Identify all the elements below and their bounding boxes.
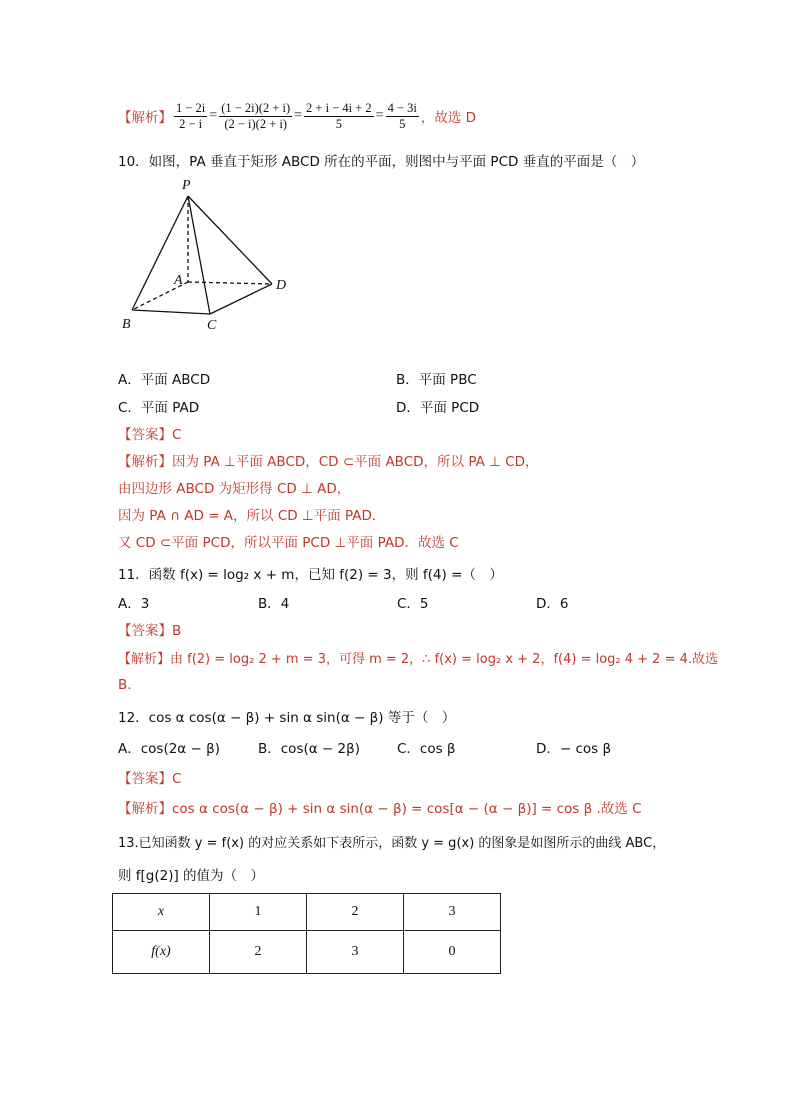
table-cell: 3: [404, 894, 501, 931]
q12-option-d: D．− cos β: [536, 741, 612, 757]
fraction: [219, 101, 292, 132]
numerator: 2 + i − 4i + 2: [306, 100, 372, 115]
edge-cd: [210, 284, 272, 314]
q10-option-a: A．平面 ABCD: [118, 372, 211, 388]
numerator: 1 − 2i: [176, 100, 206, 115]
table-row: [113, 894, 501, 931]
table-cell: x: [113, 894, 210, 931]
edge-pd: [188, 196, 272, 284]
q10-stem: 10．如图，PA 垂直于矩形 ABCD 所在的平面，则图中与平面 PCD 垂直的平面是（ ）: [118, 154, 645, 170]
table-cell: 3: [307, 931, 404, 974]
q9-conclusion: ，故选 D: [420, 110, 477, 126]
q12-option-c: C．cos β: [397, 741, 456, 757]
q13-stem: 则 f[g(2)] 的值为（ ）: [118, 868, 265, 884]
q11-option-a: A．3: [118, 596, 150, 612]
denominator: 2 − i: [179, 116, 203, 131]
denominator: 5: [335, 116, 342, 131]
q10-option-b: B．平面 PBC: [396, 372, 477, 388]
label-c: C: [207, 318, 217, 333]
q12-answer: 【答案】C: [118, 771, 182, 787]
numerator: 4 − 3i: [387, 100, 417, 115]
fraction: [174, 101, 207, 132]
q11-option-b: B．4: [258, 596, 290, 612]
edge-pb: [132, 196, 188, 310]
table-cell: 0: [404, 931, 501, 974]
pyramid-figure: [118, 172, 298, 337]
q12-option-b: B．cos(α − 2β): [258, 741, 361, 757]
q13-stem: 13.已知函数 y = f(x) 的对应关系如下表所示，函数 y = g(x) 的图象是如图所示的曲线 ABC，: [118, 836, 666, 851]
q12-analysis: 【解析】cos α cos(α − β) + sin α sin(α − β) = cos[α − (α − β)] = cos β .故选 C: [118, 801, 642, 817]
q12-option-a: A．cos(2α − β): [118, 741, 220, 757]
q11-answer: 【答案】B: [118, 623, 182, 639]
q12-stem: 12．cos α cos(α − β) + sin α sin(α − β) 等于（ ）: [118, 710, 456, 726]
q10-analysis-line: 由四边形 ABCD 为矩形得 CD ⊥ AD，: [118, 481, 351, 497]
fraction: [304, 101, 374, 132]
table-cell: 2: [307, 894, 404, 931]
q11-analysis-line: B.: [118, 677, 132, 693]
table-row: [113, 931, 501, 974]
analysis-tag: 【解析】: [118, 110, 172, 126]
table-cell: 1: [210, 894, 307, 931]
label-a: A: [174, 273, 183, 288]
q11-option-d: D．6: [536, 596, 569, 612]
q10-analysis-line: 因为 PA ∩ AD = A，所以 CD ⊥平面 PAD．: [118, 508, 386, 524]
numerator: (1 − 2i)(2 + i): [221, 100, 291, 115]
edge-bc: [132, 310, 210, 314]
table-cell: f(x): [113, 931, 210, 974]
denominator: 5: [399, 116, 406, 131]
denominator: (2 − i)(2 + i): [224, 116, 288, 131]
q10-option-c: C．平面 PAD: [118, 400, 200, 416]
q11-option-c: C．5: [397, 596, 429, 612]
q11-analysis-line: 【解析】由 f(2) = log₂ 2 + m = 3，可得 m = 2，∴ f(x) = log₂ x + 2，f(4) = log₂ 4 + 2 = 4.故选: [118, 652, 719, 667]
edge-ad-hidden: [188, 282, 272, 284]
label-b: B: [122, 317, 131, 332]
label-p: P: [182, 178, 191, 193]
fraction: [386, 101, 419, 132]
q9-analysis: 【解析】 $\frac{1 - 2i}{2 - i}$ = $\frac{(1 - 2i)(2 + i)}{(2 - i)(2 + i)}$ = $\frac{2 + i - 4i + 2}{5}$ = $\frac{4 - 3i}{5}$ ，故选 D: [118, 100, 477, 131]
q10-analysis-line: 又 CD ⊂平面 PCD，所以平面 PCD ⊥平面 PAD．故选 C: [118, 535, 459, 551]
q10-answer: 【答案】C: [118, 427, 182, 443]
q10-option-d: D．平面 PCD: [396, 400, 480, 416]
q10-analysis-line: 【解析】因为 PA ⊥平面 ABCD，CD ⊂平面 ABCD，所以 PA ⊥ CD，: [118, 454, 539, 470]
edge-pc: [188, 196, 210, 314]
q11-stem: 11．函数 f(x) = log₂ x + m，已知 f(2) = 3，则 f(4) =（ ）: [118, 567, 503, 583]
table-cell: 2: [210, 931, 307, 974]
label-d: D: [276, 278, 287, 293]
function-table: [112, 893, 501, 974]
